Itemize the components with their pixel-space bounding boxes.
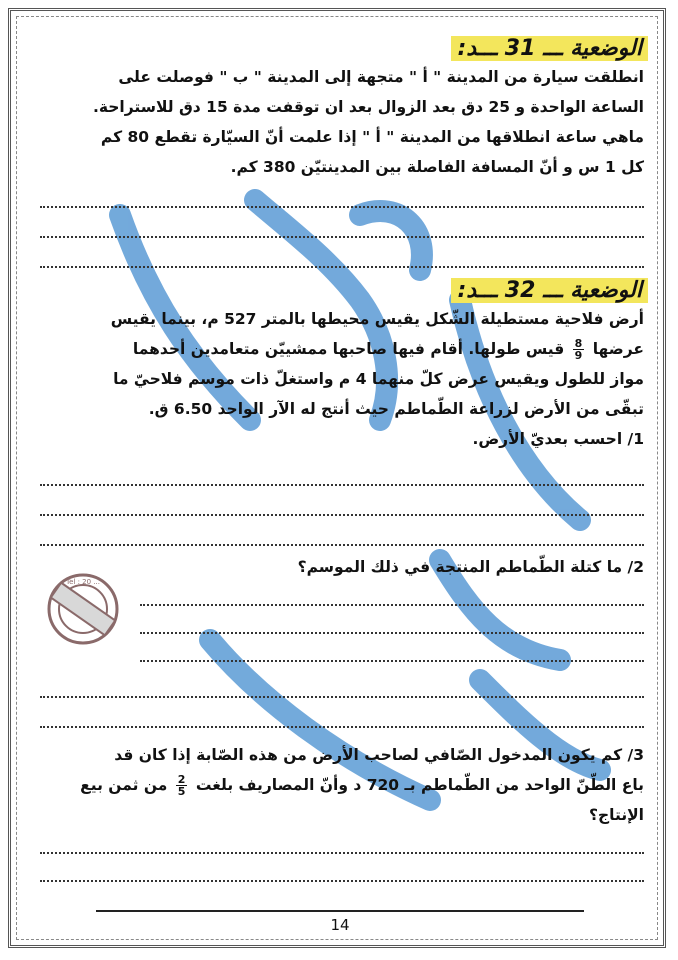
situation-32-text bbox=[34, 304, 644, 454]
question-3-block bbox=[34, 740, 644, 830]
title-highlight: الوضعية ـــ 31 ـــد: bbox=[451, 36, 648, 61]
page-number: 14 bbox=[330, 916, 350, 934]
situation-31-title bbox=[451, 36, 648, 61]
answer-line bbox=[40, 206, 644, 208]
title-number: 31 bbox=[504, 36, 536, 61]
answer-line bbox=[40, 696, 644, 698]
text-line-with-fraction bbox=[34, 334, 644, 364]
fraction-denominator: 5 bbox=[177, 785, 186, 798]
text-line-with-fraction bbox=[34, 770, 644, 800]
answer-line bbox=[140, 604, 644, 606]
answer-line bbox=[40, 544, 644, 546]
footer-rule bbox=[96, 910, 584, 912]
text-line: أرض فلاحية مستطيلة الشّكل يقيس محيطها بالمتر 527 م، بينما يقيس bbox=[110, 310, 644, 328]
answer-line bbox=[40, 484, 644, 486]
answer-line bbox=[140, 660, 644, 662]
answer-line bbox=[40, 266, 644, 268]
text-segment: من ثمن بيع bbox=[80, 776, 168, 794]
answer-line bbox=[40, 726, 644, 728]
title-number: 32 bbox=[504, 278, 536, 303]
question-2: 2/ ما كتلة الطّماطم المنتجة في ذلك الموسم؟ bbox=[297, 558, 644, 576]
fraction bbox=[176, 774, 188, 797]
fraction-numerator: 2 bbox=[177, 773, 186, 786]
text-line: تبقّى من الأرض لزراعة الطّماطم حيث أنتج له الآر الواحد 6.50 ق. bbox=[148, 400, 644, 418]
fraction-denominator: 9 bbox=[574, 349, 583, 362]
text-segment: عرضها bbox=[592, 340, 644, 358]
text-line: مواز للطول ويقيس عرض كلّ منهما 4 م واستغلّ ذات موسم فلاحيّ ما bbox=[113, 370, 644, 388]
text-line: الساعة الواحدة و 25 دق بعد الزوال بعد ان توقفت مدة 15 دق للاستراحة. bbox=[92, 98, 644, 116]
text-line: كل 1 س و أنّ المسافة الفاصلة بين المدينتيّن 380 كم. bbox=[230, 158, 644, 176]
text-segment: باع الطّنّ الواحد من الطّماطم بـ 720 د وأنّ المصاريف بلغت bbox=[195, 776, 644, 794]
title-word: الوضعية bbox=[570, 278, 642, 303]
question-1: 1/ احسب بعديّ الأرض. bbox=[472, 430, 644, 448]
fraction-numerator: 8 bbox=[574, 337, 583, 350]
question-3: 3/ كم يكون المدخول الصّافي لصاحب الأرض من هذه الصّابة إذا كان قد bbox=[114, 746, 644, 764]
title-highlight: الوضعية ـــ 32 ـــد: bbox=[451, 278, 648, 303]
fraction bbox=[573, 338, 585, 361]
svg-text:Tel : 20 ...: Tel : 20 ... bbox=[66, 578, 100, 586]
answer-line bbox=[40, 514, 644, 516]
answer-line bbox=[40, 236, 644, 238]
situation-31-text bbox=[34, 62, 644, 182]
answer-line bbox=[140, 632, 644, 634]
title-word: الوضعية bbox=[570, 36, 642, 61]
text-line: ماهي ساعة انطلاقها من المدينة " أ " إذا علمت أنّ السيّارة تقطع 80 كم bbox=[100, 128, 644, 146]
answer-line bbox=[40, 880, 644, 882]
situation-32-title bbox=[451, 278, 648, 303]
text-line: انطلقت سيارة من المدينة " أ " متجهة إلى المدينة " ب " فوصلت على bbox=[118, 68, 644, 86]
stamp-seal bbox=[44, 570, 122, 648]
answer-line bbox=[40, 852, 644, 854]
text-line: الإنتاج؟ bbox=[589, 806, 644, 824]
text-segment: قيس طولها. أقام فيها صاحبها ممشييّن متعامدين أحدهما bbox=[132, 340, 565, 358]
